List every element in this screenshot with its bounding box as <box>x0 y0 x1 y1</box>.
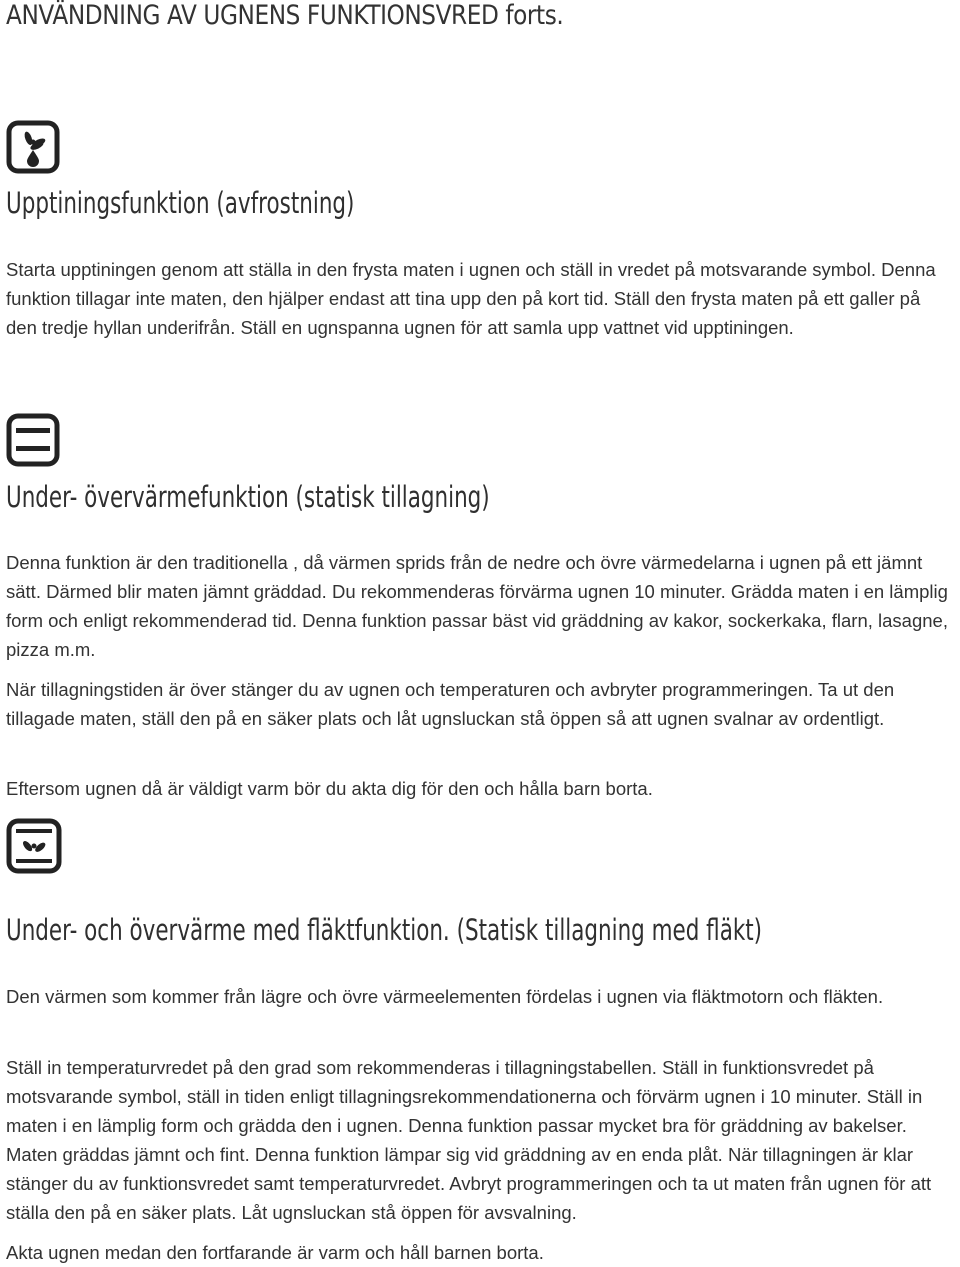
fan-top-bottom-heat-icon <box>6 818 64 876</box>
section-paragraph: Den värmen som kommer från lägre och övre värmeelementen fördelas i ugnen via fläktmotorn och fläkten. <box>6 986 884 1007</box>
section-paragraph: Starta upptiningen genom att ställa in den frysta maten i ugnen och ställ in vredet på motsvarande symbol. Denna funktion tillagar inte maten, den hjälper endast att tina upp den på kort tid. Ställ den frysta maten på ett galler på den tredje hyllan underifrån. Ställ en ugnspanna ugnen för att samla upp vattnet vid upptiningen. <box>6 259 936 338</box>
section-heading-static-cooking: Under- övervärmefunktion (statisk tillagning) <box>6 480 490 514</box>
section-paragraph: Eftersom ugnen då är väldigt varm bör du akta dig för den och hålla barn borta. <box>6 778 653 799</box>
section-paragraph: Ställ in temperaturvredet på den grad som rekommenderas i tillagningstabellen. Ställ in funktionsvredet på motsvarande symbol, ställ in tiden enligt tillagningsrekommendationerna och förvärm ugnen i 10 minuter. Ställ in maten i en lämplig form och grädda den i ugnen. Denna funktion passar mycket bra för gräddning av bakelser. Maten gräddas jämnt och fint. Denna funktion lämpar sig vid gräddning av en enda plåt. När tillagningen är klar stänger du av funktionsvredet samt temperaturvredet. Avbryt programmeringen och ta ut maten från ugnen för att ställa den på en säker plats. Låt ugnsluckan stå öppen för avsvalning. <box>6 1057 932 1223</box>
section-heading-defrost: Upptiningsfunktion (avfrostning) <box>6 186 355 220</box>
defrost-icon <box>6 120 60 174</box>
page-title: ANVÄNDNING AV UGNENS FUNKTIONSVRED forts. <box>6 0 564 31</box>
section-paragraph: Akta ugnen medan den fortfarande är varm och håll barnen borta. <box>6 1242 544 1263</box>
top-bottom-heat-icon <box>6 413 60 467</box>
section-heading-fan-static-cooking: Under- och övervärme med fläktfunktion. (Statisk tillagning med fläkt) <box>6 913 763 947</box>
section-paragraph: Denna funktion är den traditionella , då värmen sprids från de nedre och övre värmedelarna i ugnen på ett jämnt sätt. Därmed blir maten jämnt gräddad. Du rekommenderas förvärma ugnen 10 minuter. Grädda maten i en lämplig form och enligt rekommenderad tid. Denna funktion passar bäst vid gräddning av kakor, sockerkaka, flarn, lasagne, pizza m.m. <box>6 552 948 660</box>
section-paragraph: När tillagningstiden är över stänger du av ugnen och temperaturen och avbryter programmeringen. Ta ut den tillagade maten, ställ den på en säker plats och låt ugnsluckan stå öppen så att ugnen svalnar av ordentligt. <box>6 679 895 729</box>
